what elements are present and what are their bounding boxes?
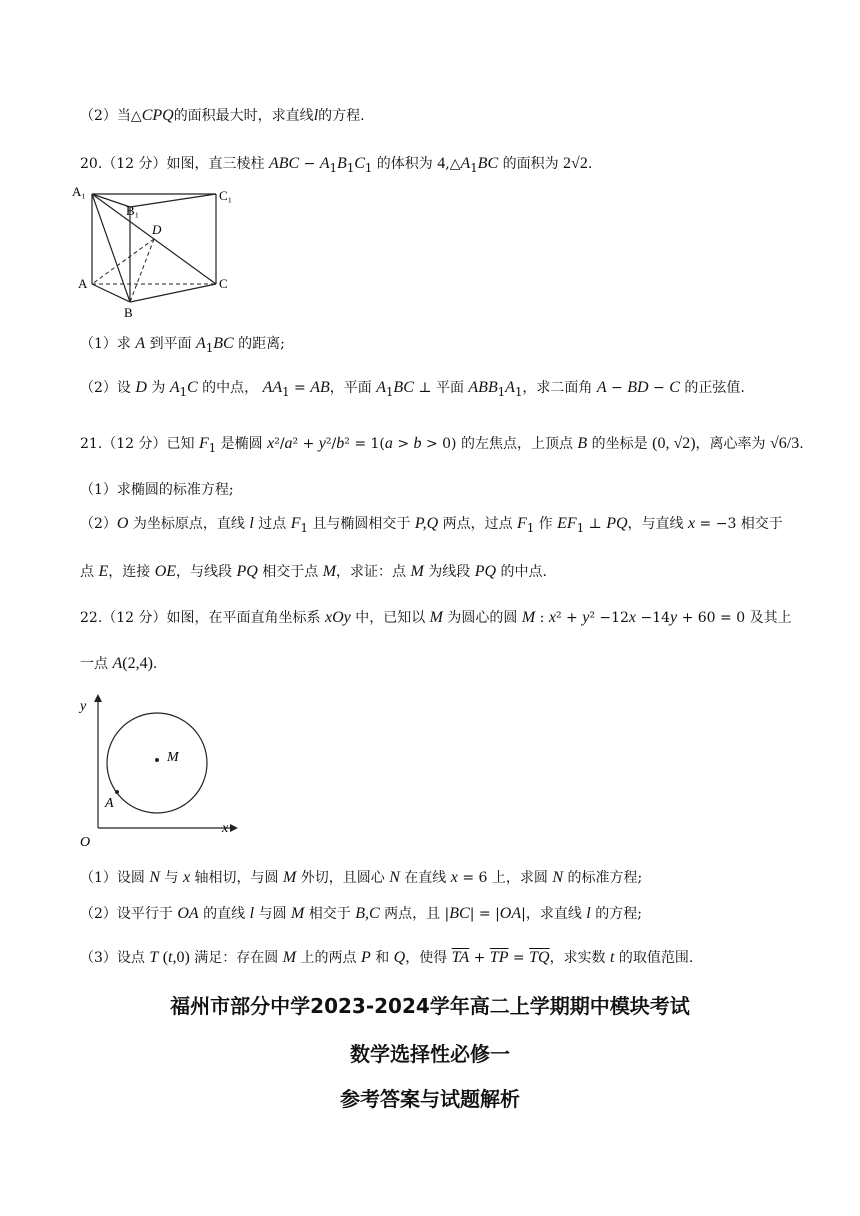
circle-figure [70, 690, 250, 850]
q22-part1: （1）设圆 N 与 x 轴相切，与圆 M 外切，且圆心 N 在直线 x = 6 上，求圆 N 的标准方程; [80, 869, 643, 886]
label-B: B [124, 305, 133, 320]
q20-part2: （2）设 D 为 $A_1C$ 的中点， $AA_1$ = AB，平面 $A_1BC$ ⊥ 平面 $ABB_1A_1$，求二面角 A − BD − C 的正弦值. [80, 379, 745, 399]
label-A1: A₁ [72, 184, 86, 199]
q19-part2: （2）当△CPQ的面积最大时，求直线l的方程. [80, 107, 365, 124]
label-y: y [80, 699, 87, 714]
label-M: M [167, 750, 179, 765]
q22-stem-line1: 22.（12 分）如图，在平面直角坐标系 xOy 中，已知以 M 为圆心的圆 M : x² + y² −12x −14y + 60 = 0 及其上 [80, 609, 792, 626]
q21-part1: （1）求椭圆的标准方程; [80, 482, 234, 498]
q21-part2-line2: 点 E，连接 OE，与线段 PQ 相交于点 M，求证：点 M 为线段 PQ 的中点. [80, 563, 547, 580]
q21-stem: 21.（12 分）已知 $F_1$ 是椭圆 x²/a² + y²/b² = 1(a > b > 0) 的左焦点，上顶点 B 的坐标是 (0, √2)，离心率为 √6/3. [80, 435, 804, 455]
q22-part2: （2）设平行于 OA 的直线 l 与圆 M 相交于 B,C 两点，且 |BC| = |OA|，求直线 l 的方程; [80, 905, 642, 922]
q20-stem: 20.（12 分）如图，直三棱柱 ABC − $A_1B_1C_1$ 的体积为 $4,\triangle A_1BC$ 的面积为 2√2. [80, 155, 593, 175]
label-C1: C₁ [219, 188, 233, 203]
q20-part1: （1）求 A 到平面 $A_1BC$ 的距离; [80, 335, 285, 355]
q22-stem-line2: 一点 A(2,4). [80, 655, 158, 672]
heading-subject: 数学选择性必修一 [350, 1042, 510, 1066]
label-O: O [80, 835, 91, 850]
q21-part2-line1: （2）O 为坐标原点，直线 l 过点 $F_1$ 且与椭圆相交于 P,Q 两点，过点 $F_1$ 作 $EF_1$ ⊥ PQ，与直线 x = −3 相交于 [80, 515, 783, 535]
prism-figure [70, 180, 240, 320]
label-C: C [219, 276, 228, 291]
label-A: A [105, 796, 114, 811]
label-D: D [152, 222, 162, 237]
heading-school-exam: 福州市部分中学2023-2024学年高二上学期期中模块考试 [170, 994, 690, 1018]
label-x: x [222, 821, 229, 836]
q22-part3: （3）设点 T (t,0) 满足：存在圆 M 上的两点 P 和 Q，使得 $\overline{TA} + \overline{TP} = \overline{TQ}$，求实数 t 的取值范围. [80, 949, 694, 966]
label-B1: B₁ [126, 203, 140, 218]
label-A: A [78, 276, 88, 291]
heading-answers: 参考答案与试题解析 [340, 1087, 520, 1111]
